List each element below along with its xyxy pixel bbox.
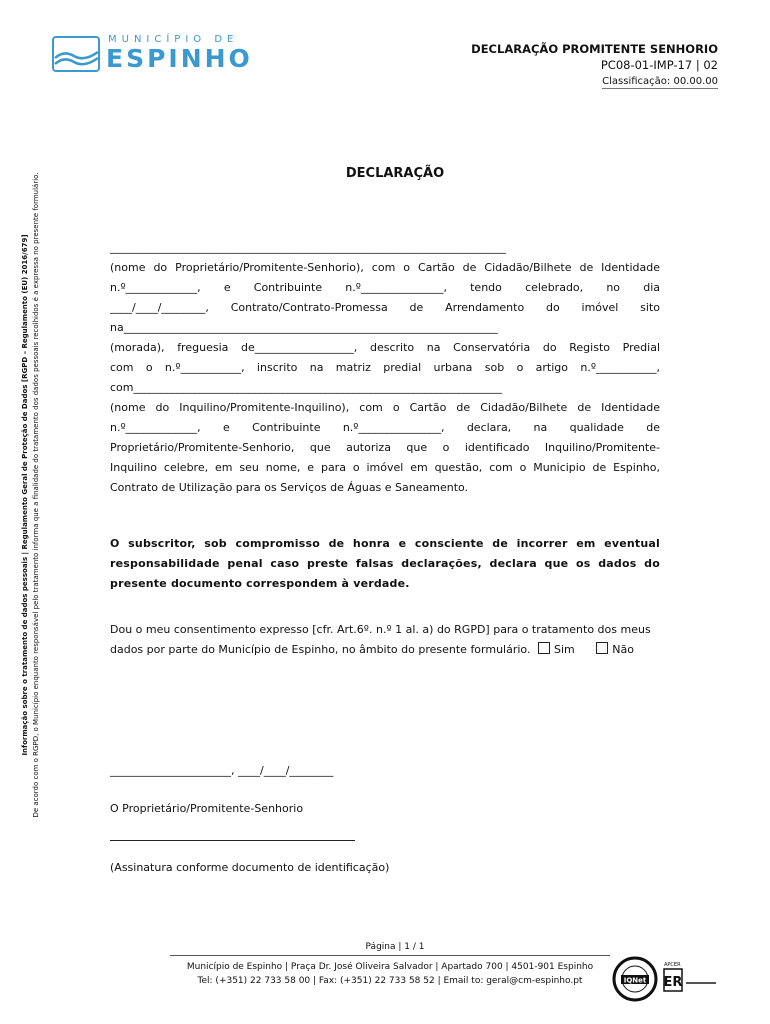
er-mark-icon bbox=[662, 958, 722, 1004]
body-line: Inquilino celebre, em seu nome, e para o imóvel em questão, com o Municipio de Espinho, bbox=[110, 461, 660, 474]
seal-text: IQNet bbox=[623, 976, 647, 985]
logo-text-main: ESPINHO bbox=[106, 44, 253, 73]
honor-line: responsabilidade penal caso preste falsas declarações, declara que os dados do bbox=[110, 557, 660, 570]
signature-line[interactable] bbox=[110, 840, 355, 841]
declaration-body bbox=[110, 238, 660, 498]
header-classification: Classificação: 00.00.00 bbox=[602, 76, 718, 87]
logo-text-top: MUNICÍPIO DE bbox=[108, 34, 239, 45]
consent-section bbox=[110, 620, 710, 660]
document-header bbox=[318, 42, 718, 89]
place-date-field[interactable]: ______________________, ____/____/________ bbox=[110, 764, 334, 777]
logo-wave-icon bbox=[52, 36, 102, 74]
consent-no-checkbox[interactable] bbox=[596, 642, 608, 654]
body-line: (morada), freguesia de__________________, descrito na Conservatória do Registo Predial bbox=[110, 341, 660, 354]
consent-line-2 bbox=[110, 640, 710, 660]
footer bbox=[150, 960, 630, 988]
gdpr-side-notice bbox=[2, 150, 60, 840]
honor-line: O subscritor, sob compromisso de honra e consciente de incorrer em eventual bbox=[110, 537, 660, 550]
body-line: Proprietário/Promitente-Senhorio, que autoriza que o identificado Inquilino/Promitente- bbox=[110, 441, 660, 454]
body-line: (nome do Inquilino/Promitente-Inquilino), com o Cartão de Cidadão/Bilhete de Identidade bbox=[110, 401, 660, 414]
document-title: DECLARAÇÃO bbox=[345, 166, 445, 181]
consent-no-label: Não bbox=[612, 643, 634, 656]
gdpr-notice-title: Informação sobre o tratamento de dados pessoais | Regulamento Geral de Proteção de Dados [RGPD – Regulamento (EU) 2016/679] bbox=[21, 234, 29, 756]
cert2-top-text: APCER bbox=[664, 962, 681, 968]
municipality-logo bbox=[52, 34, 252, 74]
certification-seal bbox=[612, 956, 658, 1002]
body-line: n.º_____________, e Contribuinte n.º_______________, tendo celebrado, no dia bbox=[110, 281, 660, 294]
body-line: Contrato de Utilização para os Serviços de Águas e Saneamento. bbox=[110, 481, 469, 494]
certification-mark-er bbox=[662, 958, 722, 1004]
consent-yes-checkbox[interactable] bbox=[538, 642, 550, 654]
body-line: ____/____/________, Contrato/Contrato-Promessa de Arrendamento do imóvel sito bbox=[110, 301, 660, 314]
honor-line: presente documento correspondem à verdade. bbox=[110, 577, 410, 590]
signature-label: (Assinatura conforme documento de identificação) bbox=[110, 861, 390, 874]
body-line: com o n.º___________, inscrito na matriz predial urbana sob o artigo n.º___________, bbox=[110, 361, 660, 374]
consent-line-text: dados por parte do Município de Espinho, no âmbito do presente formulário. bbox=[110, 643, 531, 656]
body-line: na____________________________________________________________________ bbox=[110, 321, 498, 334]
cert2-mark-text: ER bbox=[663, 975, 683, 990]
footer-contacts: Tel: (+351) 22 733 58 00 | Fax: (+351) 22 733 58 52 | Email to: geral@cm-espinho.pt bbox=[197, 976, 583, 986]
header-code: PC08-01-IMP-17 | 02 bbox=[600, 58, 718, 72]
body-line: com___________________________________________________________________ bbox=[110, 381, 502, 394]
page-number: Página | 1 / 1 bbox=[365, 942, 425, 952]
owner-label: O Proprietário/Promitente-Senhorio bbox=[110, 802, 304, 815]
body-line: n.º_____________, e Contribuinte n.º_______________, declara, na qualidade de bbox=[110, 421, 660, 434]
body-line: (nome do Proprietário/Promitente-Senhorio), com o Cartão de Cidadão/Bilhete de Identidade bbox=[110, 261, 660, 274]
gdpr-notice-text: De acordo com o RGPD, o Município enquanto responsável pelo tratamento informa que a finalidade do tratamento dos dados pessoais recolhidos é a expressa no presente formulário. bbox=[32, 172, 40, 818]
body-line: ________________________________________________________________________ bbox=[110, 241, 506, 254]
header-title: DECLARAÇÃO PROMITENTE SENHORIO bbox=[471, 42, 718, 56]
footer-divider bbox=[170, 955, 610, 956]
certification-seal-icon bbox=[612, 956, 658, 1002]
footer-address: Município de Espinho | Praça Dr. José Oliveira Salvador | Apartado 700 | 4501-901 Espinho bbox=[186, 962, 594, 972]
consent-line: Dou o meu consentimento expresso [cfr. Art.6º. n.º 1 al. a) do RGPD] para o tratamento dos meus bbox=[110, 623, 651, 636]
consent-yes-label: Sim bbox=[553, 643, 575, 656]
honor-statement bbox=[110, 534, 660, 594]
